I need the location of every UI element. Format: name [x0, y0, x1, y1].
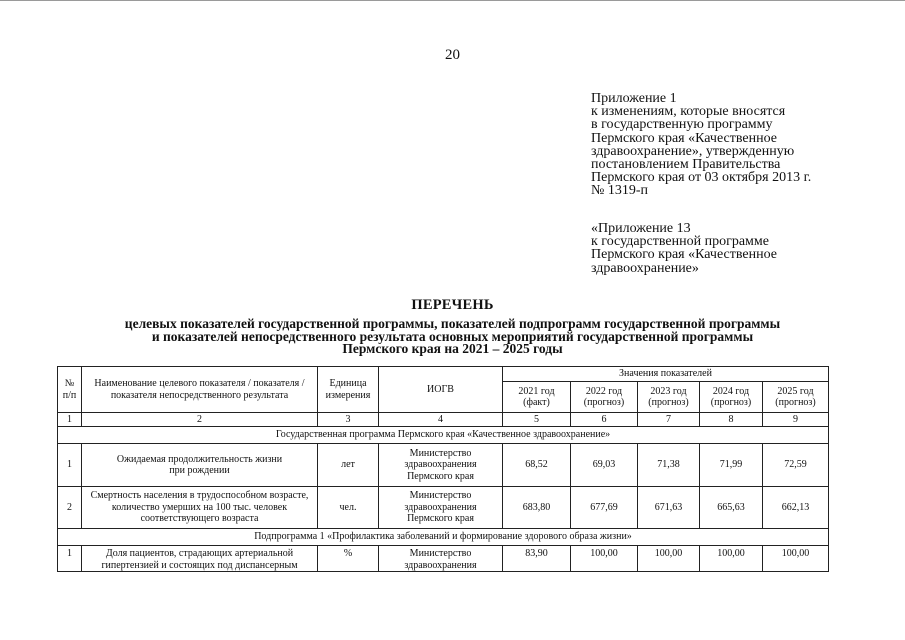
subtitle-line: целевых показателей государственной программы, показателей подпрограмм государственной программы	[124, 316, 781, 331]
row-name	[82, 444, 318, 487]
header-name-line: Наименование целевого показателя / показателя /	[94, 378, 305, 389]
column-number: 3	[318, 413, 379, 427]
row-value-2023: 671,63	[638, 487, 700, 529]
year-line: (прогноз)	[648, 397, 689, 408]
column-number: 5	[503, 413, 571, 427]
indicators-table	[57, 366, 829, 572]
header-num-line: №	[64, 378, 75, 389]
row-value-2022: 677,69	[571, 487, 638, 529]
annex-line: здравоохранение»	[591, 260, 699, 276]
row-num: 2	[58, 487, 82, 529]
annex-line: «Приложение 13	[591, 221, 691, 236]
row-value-2021: 83,90	[503, 546, 571, 572]
column-number: 1	[58, 413, 82, 427]
year-line: 2025 год	[777, 385, 814, 397]
row-num: 1	[58, 546, 82, 572]
row-unit: лет	[318, 444, 379, 487]
row-value-2023: 71,38	[638, 444, 700, 487]
annex-block	[591, 222, 777, 275]
document-title: ПЕРЕЧЕНЬ	[411, 297, 494, 313]
row-name	[82, 487, 318, 529]
column-numbers-row	[58, 413, 829, 427]
approval-line: постановлением Правительства	[591, 157, 781, 173]
scan-top-edge	[0, 0, 905, 1]
header-unit-line: Единица	[329, 378, 367, 389]
row-iogv-line: здравоохранения	[404, 501, 477, 513]
column-number: 8	[700, 413, 763, 427]
row-value-2022: 69,03	[571, 444, 638, 487]
header-name-line: показателя непосредственного результата	[110, 389, 289, 401]
row-value-2021: 68,52	[503, 444, 571, 487]
header-year-2025	[763, 382, 829, 413]
row-value-2024: 665,63	[700, 487, 763, 529]
header-year-2021	[503, 382, 571, 413]
year-line: 2022 год	[585, 385, 623, 397]
row-iogv-line: здравоохранения	[404, 459, 477, 471]
row-iogv-line: Министерство	[409, 490, 472, 502]
annex-line: к государственной программе	[591, 234, 769, 250]
column-number: 6	[571, 413, 638, 427]
table-row	[58, 487, 829, 529]
column-number: 7	[638, 413, 700, 427]
row-iogv-line: Пермского края	[407, 513, 474, 525]
section-row-subprogram-1	[58, 529, 829, 546]
year-line: 2023 год	[650, 385, 687, 397]
row-name-line: Ожидаемая продолжительность жизни	[116, 453, 283, 465]
table-row	[58, 444, 829, 487]
column-number: 9	[763, 413, 829, 427]
row-name	[82, 546, 318, 572]
year-line: 2024 год	[712, 385, 750, 397]
approval-block	[591, 92, 811, 198]
approval-line: Приложение 1	[591, 91, 677, 106]
column-number: 4	[379, 413, 503, 427]
row-name-line: количество умерших на 100 тыс. человек	[111, 501, 288, 513]
subtitle-line: и показателей непосредственного результата основных мероприятий государственной программы	[151, 328, 754, 344]
year-line: (прогноз)	[710, 397, 752, 408]
row-iogv	[379, 487, 503, 529]
row-value-2024: 100,00	[700, 546, 763, 572]
year-line: (прогноз)	[775, 397, 816, 408]
row-iogv	[379, 444, 503, 487]
section-row-state-program	[58, 427, 829, 444]
row-unit: чел.	[318, 487, 379, 529]
approval-line: Пермского края «Качественное	[591, 130, 777, 146]
approval-line: Пермского края от 03 октября 2013 г.	[591, 170, 812, 186]
approval-line: № 1319-п	[591, 183, 649, 199]
header-unit-cell	[318, 367, 379, 413]
header-year-2024	[700, 382, 763, 413]
year-line: (факт)	[523, 397, 550, 408]
header-unit-line: измерения	[325, 389, 371, 401]
page-number: 20	[445, 47, 460, 63]
approval-line: здравоохранение», утвержденную	[591, 143, 795, 159]
row-iogv-line: Министерство	[409, 548, 472, 559]
row-value-2021: 683,80	[503, 487, 571, 529]
year-line: (прогноз)	[583, 397, 625, 408]
row-name-line: гипертензией и состоящих под диспансерным	[101, 559, 298, 571]
column-number: 2	[82, 413, 318, 427]
row-value-2025: 72,59	[763, 444, 829, 487]
document-subtitle	[0, 318, 905, 356]
section-title: Подпрограмма 1 «Профилактика заболеваний и формирование здорового образа жизни»	[58, 529, 829, 546]
header-num-line: п/п	[62, 389, 77, 401]
subtitle-line: Пермского края на 2021 – 2025 годы	[342, 341, 563, 356]
row-value-2022: 100,00	[571, 546, 638, 572]
annex-line: Пермского края «Качественное	[591, 247, 777, 263]
row-name-line: соответствующего возраста	[140, 513, 259, 525]
header-year-2023	[638, 382, 700, 413]
header-year-2022	[571, 382, 638, 413]
header-row	[58, 367, 829, 382]
row-value-2024: 71,99	[700, 444, 763, 487]
row-name-line: Смертность населения в трудоспособном возрасте,	[90, 490, 309, 502]
row-iogv	[379, 546, 503, 572]
header-iogv-cell: ИОГВ	[379, 367, 503, 413]
row-name-line: при рождении	[169, 465, 230, 476]
table-row	[58, 546, 829, 572]
row-value-2025: 100,00	[763, 546, 829, 572]
row-num: 1	[58, 444, 82, 487]
row-unit: %	[318, 546, 379, 572]
header-values-group: Значения показателей	[503, 367, 829, 382]
row-iogv-line: Министерство	[409, 447, 472, 459]
row-value-2023: 100,00	[638, 546, 700, 572]
row-value-2025: 662,13	[763, 487, 829, 529]
section-title: Государственная программа Пермского края «Качественное здравоохранение»	[58, 427, 829, 444]
row-iogv-line: Пермского края	[407, 470, 474, 482]
header-name-cell	[82, 367, 318, 413]
row-name-line: Доля пациентов, страдающих артериальной	[105, 548, 294, 559]
year-line: 2021 год	[518, 385, 555, 397]
approval-line: в государственную программу	[591, 117, 773, 133]
row-iogv-line: здравоохранения	[404, 559, 477, 571]
header-num-cell	[58, 367, 82, 413]
approval-line: к изменениям, которые вносятся	[591, 104, 786, 120]
